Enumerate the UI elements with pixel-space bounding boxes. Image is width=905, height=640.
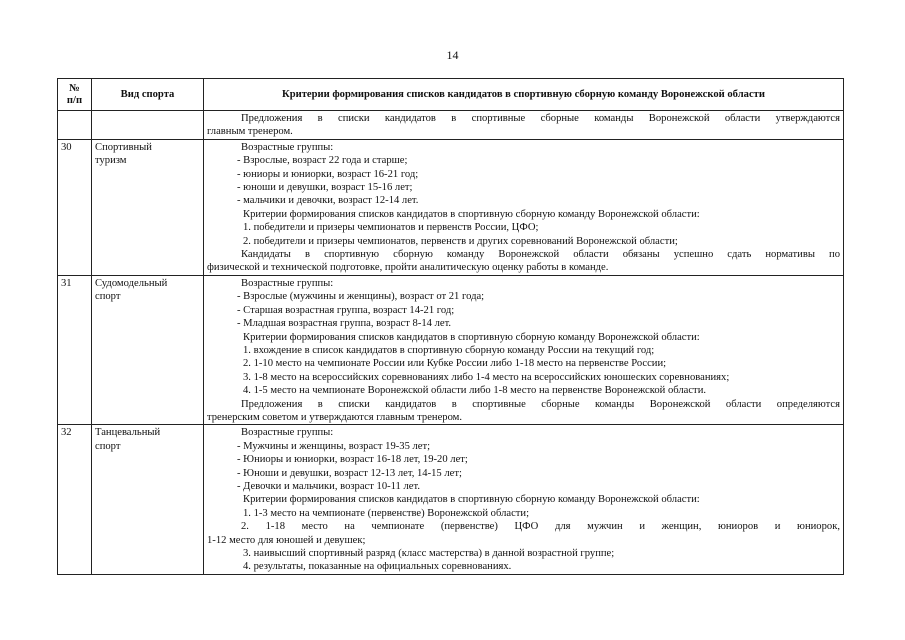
sport-name-line: Танцевальный <box>95 427 161 439</box>
criteria-line: 4. результаты, показанные на официальных соревнованиях. <box>243 561 512 573</box>
cell-sport-empty <box>92 111 204 140</box>
criteria-line: - Младшая возрастная группа, возраст 8-14 лет. <box>237 318 452 330</box>
page-number: 14 <box>446 48 459 62</box>
criteria-line: - мальчики и девочки, возраст 12-14 лет. <box>237 195 419 207</box>
criteria-line: Возрастные группы: <box>241 141 334 153</box>
sport-name <box>92 275 204 424</box>
table-header-row <box>58 79 844 111</box>
criteria-line: - Мужчины и женщины, возраст 19-35 лет; <box>237 440 431 452</box>
header-number: № п/п <box>58 79 92 111</box>
sport-name <box>92 425 204 574</box>
criteria-line: - юниоры и юниорки, возраст 16-21 год; <box>237 168 419 180</box>
criteria-line: 1. победители и призеры чемпионатов и первенств России, ЦФО; <box>243 222 539 234</box>
sport-name <box>92 139 204 275</box>
sport-name-line: спорт <box>95 291 121 303</box>
criteria-line: физической и технической подготовке, пройти аналитическую оценку работы в команде. <box>207 262 609 274</box>
criteria-line: - Взрослые (мужчины и женщины), возраст от 21 года; <box>237 291 485 303</box>
table-row <box>58 425 844 574</box>
criteria-line: Критерии формирования списков кандидатов в спортивную сборную команду Воронежской области: <box>243 331 700 343</box>
criteria-line: Критерии формирования списков кандидатов в спортивную сборную команду Воронежской области: <box>243 494 700 506</box>
criteria-line: 1. 1-3 место на чемпионате (первенстве) Воронежской области; <box>243 507 530 519</box>
criteria-line: Кандидаты в спортивную сборную команду Воронежской области обязаны успешно сдать нормативы по <box>241 249 840 261</box>
criteria-line: 3. 1-8 место на всероссийских соревнованиях либо 1-4 место на всероссийских юношеских соревнованиях; <box>243 371 730 383</box>
criteria-line: - Девочки и мальчики, возраст 10-11 лет. <box>237 480 420 492</box>
criteria-line: Предложения в списки кандидатов в спортивные сборные команды Воронежской области утверждаются <box>241 113 840 124</box>
criteria-line: - Юноши и девушки, возраст 12-13 лет, 14-15 лет; <box>237 467 462 479</box>
header-criteria: Критерии формирования списков кандидатов в спортивную сборную команду Воронежской области <box>204 79 844 111</box>
table-row <box>58 139 844 275</box>
criteria-line: - Взрослые, возраст 22 года и старше; <box>237 155 408 167</box>
cell-criteria <box>204 425 844 574</box>
cell-criteria <box>204 111 844 140</box>
row-number: 32 <box>58 425 92 574</box>
criteria-line: главным тренером. <box>207 126 293 138</box>
criteria-line: 1-12 место для юношей и девушек; <box>207 534 366 546</box>
sport-name-line: туризм <box>95 155 127 167</box>
table-row-continuation <box>58 111 844 140</box>
sport-name-line: Судомодельный <box>95 277 168 289</box>
cell-criteria <box>204 275 844 424</box>
criteria-line: 3. наивысший спортивный разряд (класс мастерства) в данной возрастной группе; <box>243 548 615 559</box>
header-sport: Вид спорта <box>92 79 204 111</box>
cell-criteria <box>204 139 844 275</box>
row-number: 30 <box>58 139 92 275</box>
criteria-line: Возрастные группы: <box>241 427 334 439</box>
criteria-line: 2. 1-18 место на чемпионате (первенстве) ЦФО для мужчин и женщин, юниоров и юниорок, <box>241 521 840 533</box>
sport-name-line: Спортивный <box>95 141 152 153</box>
criteria-table <box>57 78 844 575</box>
criteria-line: тренерским советом и утверждаются главным тренером. <box>207 411 463 423</box>
table-row <box>58 275 844 424</box>
sport-name-line: спорт <box>95 440 121 452</box>
criteria-line: 2. 1-10 место на чемпионате России или Кубке России либо 1-18 место на первенстве России; <box>243 358 667 370</box>
criteria-line: Предложения в списки кандидатов в спортивные сборные команды Воронежской области определяются <box>241 398 840 410</box>
criteria-line: - Юниоры и юниорки, возраст 16-18 лет, 19-20 лет; <box>237 454 468 466</box>
criteria-line: 4. 1-5 место на чемпионате Воронежской области либо 1-8 место на первенстве Воронежской области. <box>243 385 707 397</box>
criteria-line: Возрастные группы: <box>241 277 334 289</box>
row-number: 31 <box>58 275 92 424</box>
criteria-line: 1. вхождение в список кандидатов в спортивную сборную команду России на текущий год; <box>243 344 655 356</box>
criteria-line: 2. победители и призеры чемпионатов, первенств и других соревнований Воронежской области; <box>243 235 678 247</box>
criteria-line: Критерии формирования списков кандидатов в спортивную сборную команду Воронежской области: <box>243 208 700 220</box>
cell-number-empty <box>58 111 92 140</box>
criteria-line: - Старшая возрастная группа, возраст 14-21 год; <box>237 304 455 316</box>
criteria-line: - юноши и девушки, возраст 15-16 лет; <box>237 182 413 194</box>
